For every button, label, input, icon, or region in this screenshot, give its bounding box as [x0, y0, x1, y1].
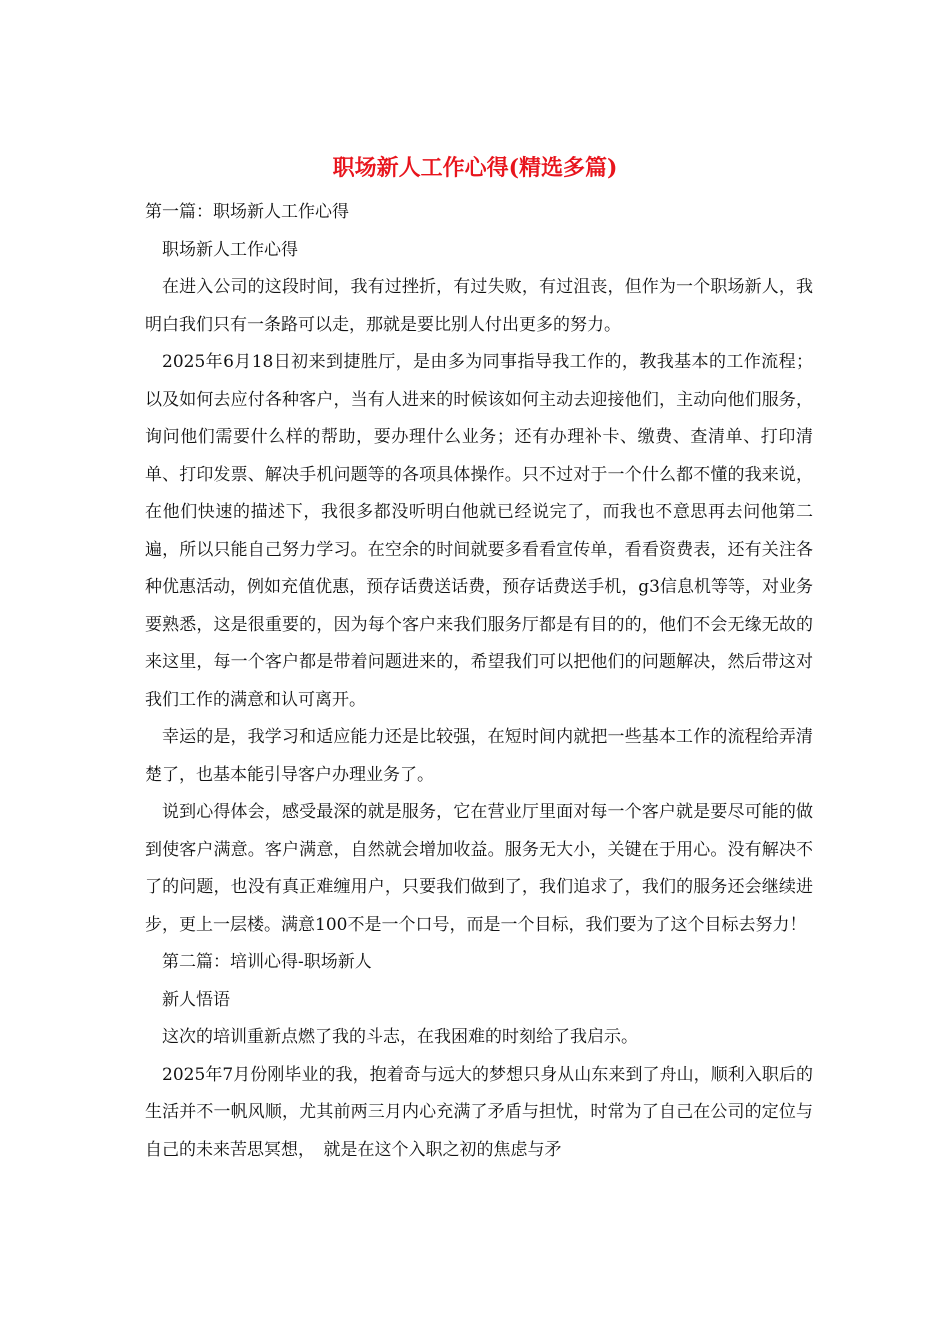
paragraph: 说到心得体会，感受最深的就是服务，它在营业厅里面对每一个客户就是要尽可能的做到使客户满意。客户满意，自然就会增加收益。服务无大小，关键在于用心。没有解决不了的问题，也没有真正难缠用户，只要我们做到了，我们追求了，我们的服务还会继续进步，更上一层楼。满意100不是一个口号，而是一个目标，我们要为了这个目标去努力！	[145, 802, 813, 935]
document-title: 职场新人工作心得(精选多篇)	[332, 155, 618, 181]
paragraph: 2025年6月18日初来到捷胜厅，是由多为同事指导我工作的，教我基本的工作流程；以及如何去应付各种客户，当有人进来的时候该如何主动去迎接他们，主动向他们服务，询问他们需要什么样的帮助，要办理什么业务；还有办理补卡、缴费、查清单、打印清单、打印发票、解决手机问题等的各项具体操作。只不过对于一个什么都不懂的我来说，在他们快速的描述下，我很多都没听明白他就已经说完了，而我也不意思再去问他第二遍，所以只能自己努力学习。在空余的时间就要多看看宣传单，看看资费表，还有关注各种优惠活动，例如充值优惠，预存话费送话费，预存话费送手机，g3信息机等等，对业务要熟悉，这是很重要的，因为每个客户来我们服务厅都是有目的的，他们不会无缘无故的来这里，每一个客户都是带着问题进来的，希望我们可以把他们的问题解决，然后带这对我们工作的满意和认可离开。	[145, 352, 813, 710]
subheading-1: 职场新人工作心得	[162, 239, 298, 260]
section-heading-2: 第二篇：培训心得-职场新人	[162, 952, 372, 972]
paragraph: 幸运的是，我学习和适应能力还是比较强，在短时间内就把一些基本工作的流程给弄清楚了，也基本能引导客户办理业务了。	[145, 727, 813, 785]
paragraph: 2025年7月份刚毕业的我，抱着奇与远大的梦想只身从山东来到了舟山，顺利入职后的生活并不一帆风顺，尤其前两三月内心充满了矛盾与担忧，时常为了自己在公司的定位与自己的未来苦思冥想， 就是在这个入职之初的焦虑与矛	[145, 1064, 813, 1160]
section-heading-1: 第一篇：职场新人工作心得	[145, 202, 349, 222]
paragraph: 这次的培训重新点燃了我的斗志，在我困难的时刻给了我启示。	[162, 1027, 638, 1047]
subheading-2: 新人悟语	[162, 989, 230, 1010]
paragraph: 在进入公司的这段时间，我有过挫折，有过失败，有过沮丧，但作为一个职场新人，我明白我们只有一条路可以走，那就是要比别人付出更多的努力。	[145, 277, 813, 335]
document-body	[145, 194, 813, 1169]
